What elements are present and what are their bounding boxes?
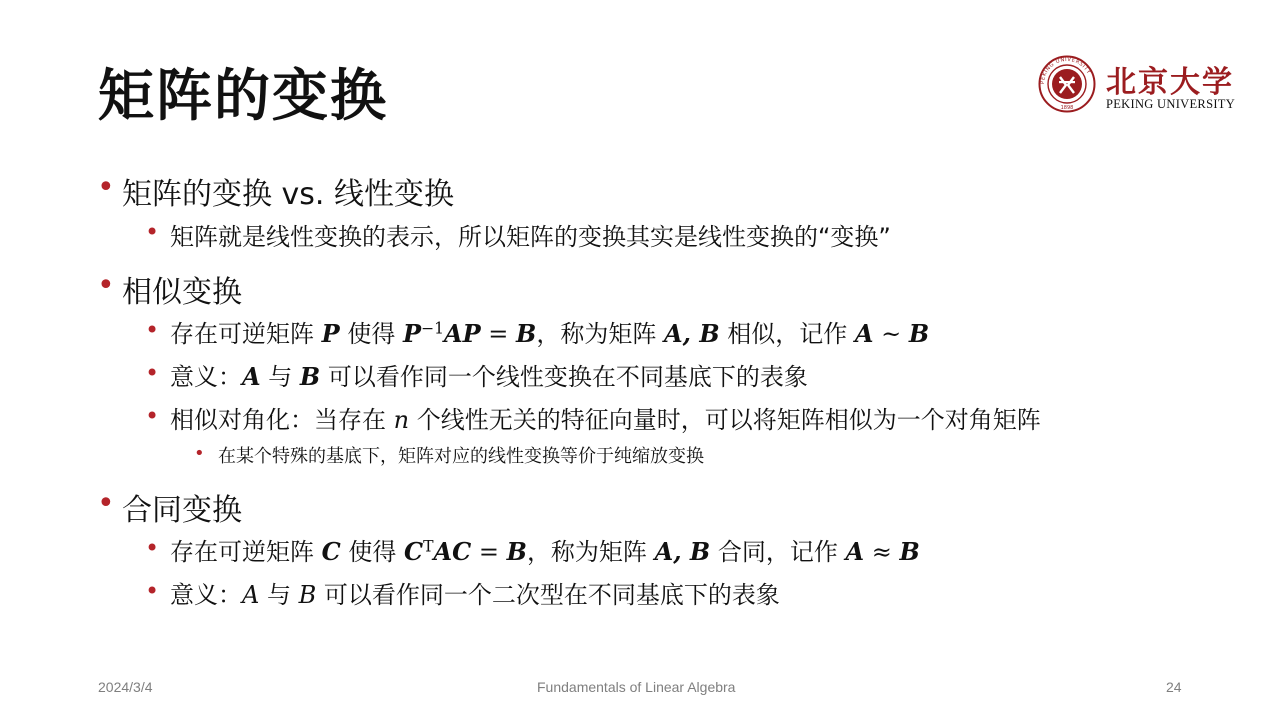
footer-course-title: Fundamentals of Linear Algebra: [537, 679, 736, 695]
bullet-matrix-vs-linear: 矩阵的变换 vs. 线性变换: [122, 177, 454, 212]
bullet-marker: •: [194, 443, 205, 464]
footer-page-number: 24: [1166, 679, 1182, 695]
bullet-congruence-meaning: 意义：A 与 B 可以看作同一个二次型在不同基底下的表象: [170, 581, 780, 609]
footer-date: 2024/3/4: [98, 679, 153, 695]
bullet-congruence-definition: 存在可逆矩阵 C 使得 $C^TAC = B$，称为矩阵 A, B 合同，记作 A ≈ B: [170, 537, 920, 566]
bullet-diagonalization: 相似对角化：当存在 n 个线性无关的特征向量时，可以将矩阵相似为一个对角矩阵: [170, 406, 1041, 434]
bullet-marker: •: [145, 316, 160, 344]
logo-chinese-name: 北京大学: [1106, 65, 1234, 100]
bullet-pure-scaling: 在某个特殊的基底下，矩阵对应的线性变换等价于纯缩放变换: [218, 446, 704, 467]
bullet-marker: •: [97, 486, 115, 521]
bullet-marker: •: [145, 218, 160, 246]
pku-seal-icon: [1038, 55, 1096, 113]
bullet-similarity-meaning: 意义：A 与 B 可以看作同一个线性变换在不同基底下的表象: [170, 362, 808, 391]
bullet-marker: •: [145, 359, 160, 387]
pku-logo: [1038, 55, 1238, 115]
bullet-marker: •: [97, 170, 115, 205]
bullet-marker: •: [97, 268, 115, 303]
seal-ring-text: PEKING UNIVERSITY: [1039, 56, 1092, 85]
logo-english-name: PEKING UNIVERSITY: [1106, 97, 1236, 111]
bullet-marker: •: [145, 534, 160, 562]
bullet-similarity-definition: 存在可逆矩阵 P 使得 $P^{-1}AP = B$，称为矩阵 A, B 相似，记作 A ~ B: [170, 319, 930, 348]
bullet-matrix-is-representation: 矩阵就是线性变换的表示，所以矩阵的变换其实是线性变换的“变换”: [170, 223, 891, 251]
bullet-similarity-transform: 相似变换: [122, 275, 242, 310]
bullet-congruence-transform: 合同变换: [122, 493, 242, 528]
bullet-marker: •: [145, 402, 160, 430]
seal-year: 1898: [1060, 105, 1074, 111]
slide-title: 矩阵的变换: [98, 63, 388, 129]
bullet-marker: •: [145, 577, 160, 605]
